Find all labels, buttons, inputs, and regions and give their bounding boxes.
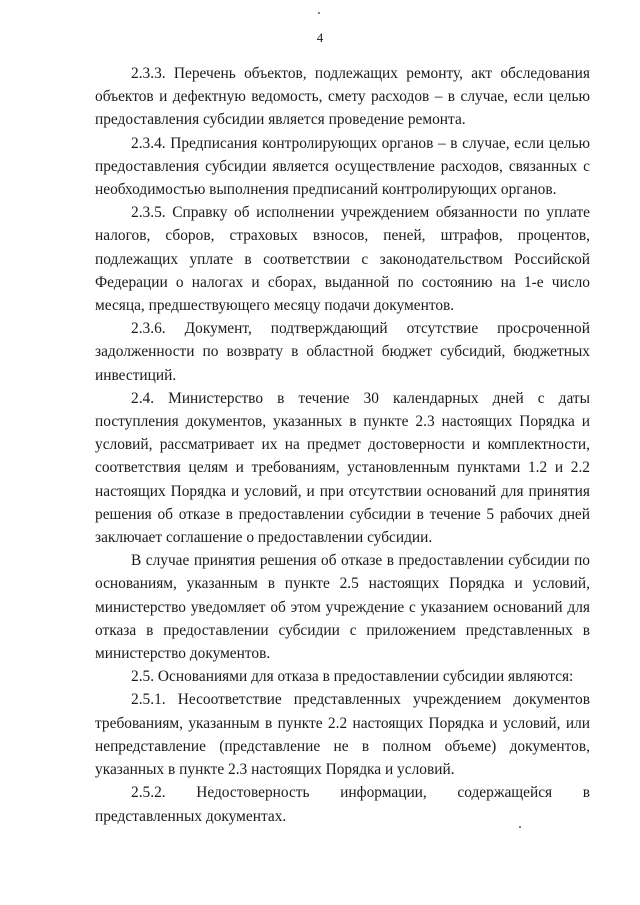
- paragraph-2-5-1: 2.5.1. Несоответствие представленных учреждением документов требованиям, указанным в пункте 2.2 настоящих Порядка и условий, или непредставление (представление не в полном объеме) документов, указанных в пункте 2.3 настоящих Порядка и условий.: [95, 691, 590, 779]
- scan-speck: [318, 12, 320, 14]
- paragraph-2-5-2: 2.5.2. Недостоверность информации, содержащейся в представленных документах.: [95, 784, 590, 825]
- paragraph-2-5: 2.5. Основаниями для отказа в предоставлении субсидии являются:: [131, 668, 574, 686]
- paragraph-2-4: 2.4. Министерство в течение 30 календарных дней с даты поступления документов, указанных в пункте 2.3 настоящих Порядка и условий, рассматривает их на предмет достоверности и комплектности, соответствия целям и требованиям, установленным пунктами 1.2 и 2.2 настоящих Порядка и условий, и при отсутствии оснований для принятия решения об отказе в предоставлении субсидии в течение 5 рабочих дней заключает соглашение о предоставлении субсидии.: [95, 389, 590, 547]
- paragraph-2-3-4: 2.3.4. Предписания контролирующих органов – в случае, если целью предоставления субсидии является осуществление расходов, связанных с необходимостью выполнения предписаний контролирующих органов.: [95, 134, 590, 199]
- paragraph-2-3-3: 2.3.3. Перечень объектов, подлежащих ремонту, акт обследования объектов и дефектную ведомость, смету расходов – в случае, если целью предоставления субсидии является проведение ремонта.: [95, 65, 590, 129]
- document-body: [95, 62, 590, 828]
- paragraph-2-3-5: 2.3.5. Справку об исполнении учреждением обязанности по уплате налогов, сборов, страховых взносов, пеней, штрафов, процентов, подлежащих уплате в соответствии с законодательством Российской Федерации о налогах и сборах, выданной по состоянию на 1-е число месяца, предшествующего месяцу подачи документов.: [95, 204, 590, 315]
- paragraph-2-4-refusal: В случае принятия решения об отказе в предоставлении субсидии по основаниям, указанным в пункте 2.5 настоящих Порядка и условий, министерство уведомляет об этом учреждение с указанием оснований для отказа в предоставлении субсидии с приложением представленных в министерство документов.: [95, 552, 590, 663]
- paragraph-2-3-6: 2.3.6. Документ, подтверждающий отсутствие просроченной задолженности по возврату в областной бюджет субсидий, бюджетных инвестиций.: [95, 320, 590, 384]
- page-number: 4: [316, 30, 324, 45]
- scan-speck: [519, 826, 521, 828]
